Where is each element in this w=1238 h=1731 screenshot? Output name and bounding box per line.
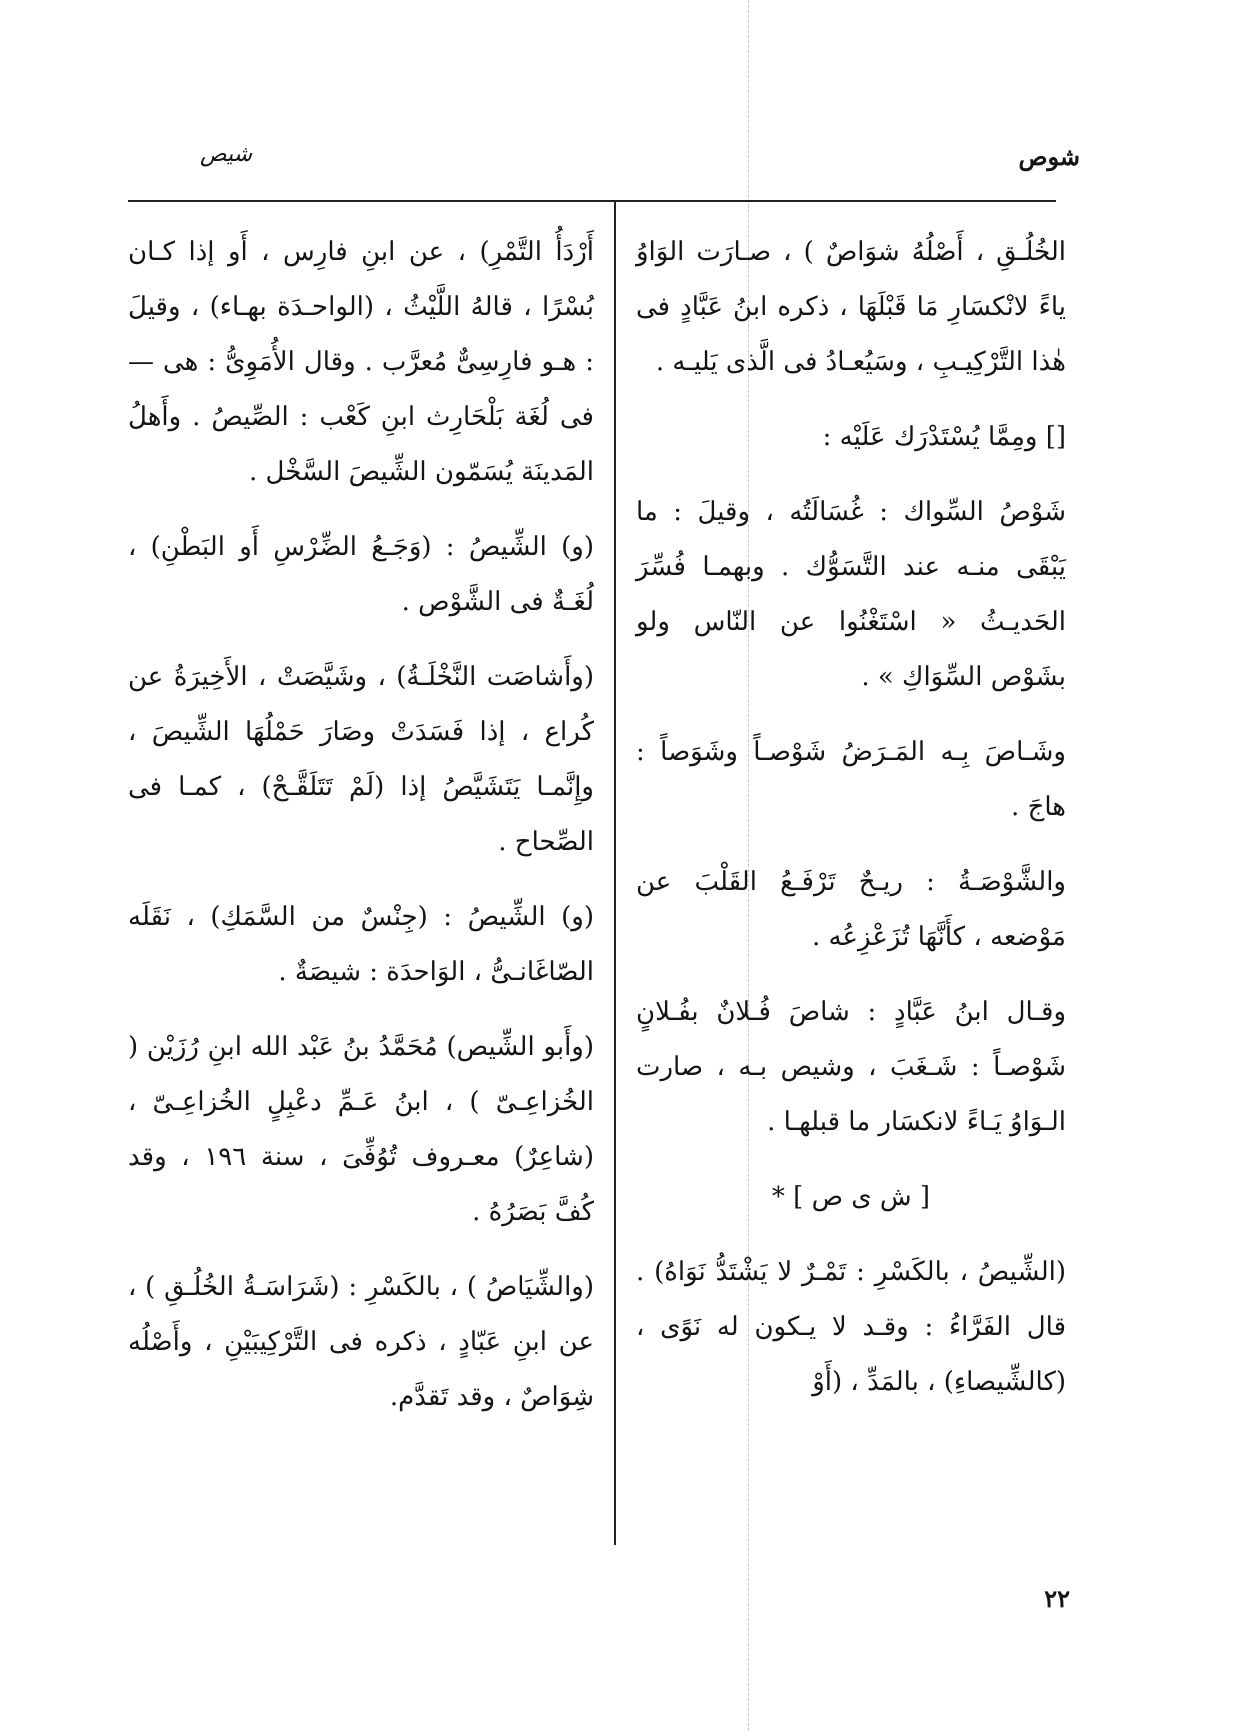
entry-heading-shys: [ ش ى ص ] * [771, 1182, 931, 1212]
left-column [128, 225, 594, 1445]
left-paragraph-2: (و) الشِّيصُ : (وَجَـعُ الضِّرْسِ أَو البَطْنِ) ، لُغَـةٌ فى الشَّوْص . [128, 532, 594, 617]
left-paragraph-3: (وأَشاصَت النَّخْلَـةُ) ، وشَيَّصَتْ ، الأَخِيرَةُ عن كُراع ، إذا فَسَدَتْ وصَارَ حَمْلُهَا الشِّيصَ ، وإِنَّمـا يَتَشَيَّصُ إذا (لَمْ تَتَلَقَّـحْ) ، كمـا فى الصِّحاح . [128, 662, 594, 857]
right-paragraph-8: (الشِّيصُ ، بالكَسْرِ : تَمْـرٌ لا يَشْتَدُّ نَوَاهُ) . قال الفَرَّاءُ : وقـد لا يـكون له نَوًى ، (كالشِّيصاءِ) ، بالمَدِّ ، (أَوْ [636, 1257, 1066, 1397]
right-paragraph-1: الخُلُـقِ ، أَصْلُهُ شوَاصٌ ) ، صـارَت الوَاوُ ياءً لانْكسَارِ مَا قَبْلَهَا ، ذكره ابنُ عَبَّادٍ فى هٰذا التَّرْكِيـبِ ، وسَيُعـادُ فى الَّذى يَليـه . [636, 237, 1066, 377]
column-divider [614, 200, 616, 1545]
header-rule [128, 200, 1056, 202]
left-paragraph-6: (والشِّيَاصُ ) ، بالكَسْرِ : (شَرَاسَـةُ الخُلُـقِ ) ، عن ابنِ عَبّادٍ ، ذكره فى التَّرْكِيبَيْنِ ، وأَصْلُه شِوَاصٌ ، وقد تَقدَّم. [128, 1272, 594, 1412]
right-paragraph-5: والشَّوْصَـةُ : ريـحٌ تَرْفَـعُ القَلْبَ عن مَوْضعه ، كأَنَّهَا تُزَعْزِعُه . [636, 867, 1066, 952]
header-keyword-right: شوص [1018, 142, 1080, 171]
left-paragraph-5: (وأَبو الشِّيص) مُحَمَّدُ بنُ عَبْد الله ابنِ رُزَيْن ( الخُزاعِـىّ ) ، ابنُ عَـمِّ دعْبِلٍ الخُزاعِـىّ ، (شاعِرٌ) معـروف تُوُفِّىَ ، سنة ١٩٦ ، وقد كُفَّ بَصَرُهُ . [128, 1032, 594, 1227]
right-paragraph-4: وشَـاصَ بِـه المَـرَضُ شَوْصـاً وشَوَصاً : هاجَ . [636, 737, 1066, 822]
right-column [636, 225, 1066, 1430]
header-keyword-left: شيص [200, 142, 253, 167]
page-number: ٢٢ [1044, 1584, 1070, 1613]
right-paragraph-3: شَوْصُ السِّواك : غُسَالَتُه ، وقيلَ : ما يَبْقَى منـه عند التَّسَوُّك . وبهمـا فُسِّرَ الحَديـثُ « اسْتَغْنُوا عن النّاس ولو بشَوْص السِّوَاكِ » . [636, 497, 1066, 692]
right-paragraph-6: وقـال ابنُ عَبَّادٍ : شاصَ فُـلانٌ بفُـلانٍ شَوْصـاً : شَـغَبَ ، وشيص بـه ، صارت الـوَاوُ يَـاءً لانكسَار ما قبلهـا . [636, 997, 1066, 1137]
left-paragraph-1: أَرْدَأُ التَّمْرِ) ، عن ابنِ فارِس ، أَو إذا كـان بُسْرًا ، قالهُ اللَّيْثُ ، (الواحـدَة بهـاء) ، وقيلَ : هـو فارِسِىٌّ مُعرَّب . وقال الأُمَوِىُّ : هى — فى لُغَة بَلْحَارِث ابنِ كَعْب : الصِّيصُ . وأَهلُ المَدينَة يُسَمّون الشِّيصَ السَّخْل . [128, 237, 594, 487]
left-paragraph-4: (و) الشِّيصُ : (جِنْسٌ من السَّمَكِ) ، نَقَلَه الصّاغَانـىُّ ، الوَاحدَة : شيصَةٌ . [128, 902, 594, 987]
right-paragraph-2: [] ومِمَّا يُسْتَدْرَك عَلَيْه : [822, 422, 1066, 452]
